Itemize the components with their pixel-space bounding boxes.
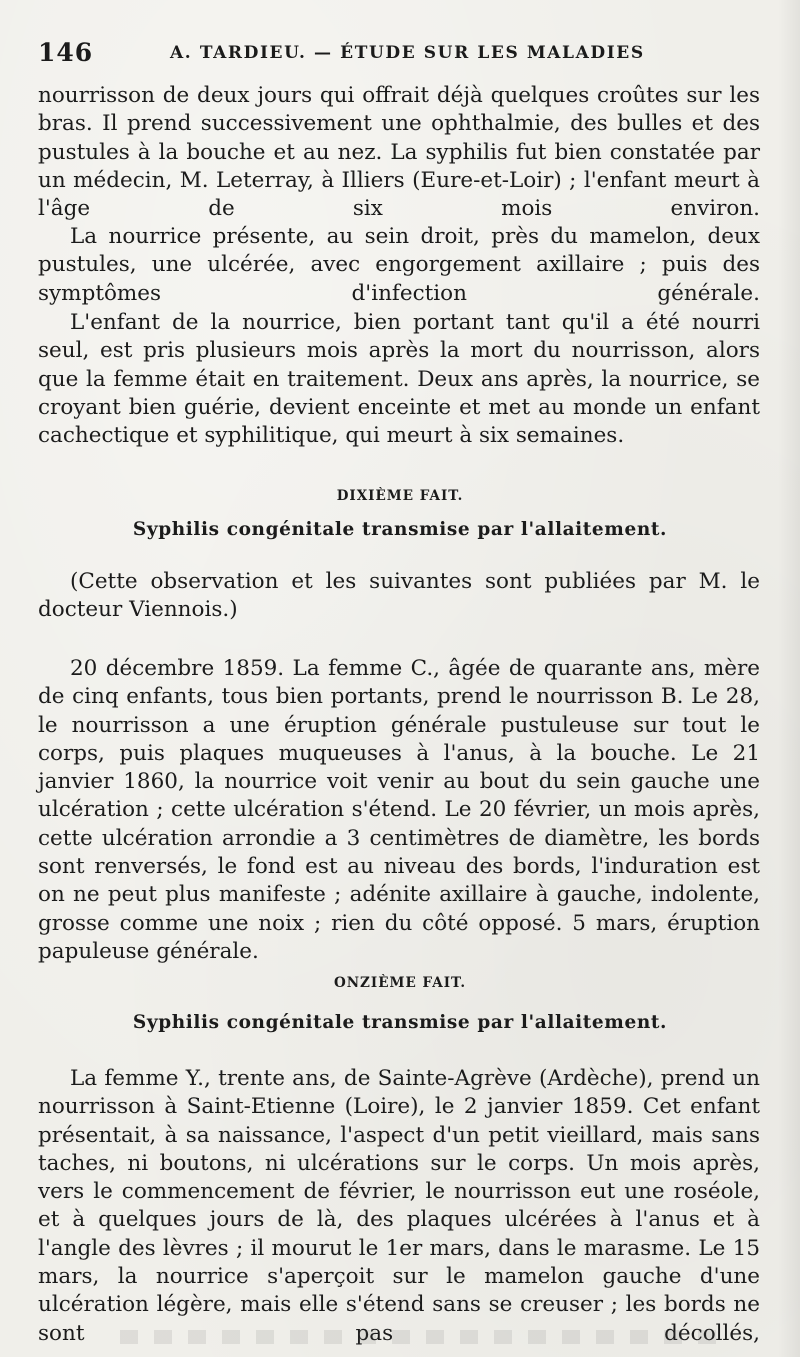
paragraph-nourrice: La nourrice présente, au sein droit, près du mamelon, deux pustules, une ulcérée, avec engorgement axillaire ; puis des symptômes d'infection générale.	[38, 224, 760, 306]
paragraph-continued: nourrisson de deux jours qui offrait déjà quelques croûtes sur les bras. Il prend successivement une ophthalmie, des bulles et des pustules à la bouche et au nez. La syphilis fut bien constatée par un médecin, M. Leterray, à Illiers (Eure-et-Loir) ; l'enfant meurt à l'âge de six mois environ.	[38, 83, 760, 222]
page-number: 146	[38, 38, 94, 67]
running-head: A. TARDIEU. — ÉTUDE SUR LES MALADIES	[170, 43, 645, 63]
paragraph-note-viennois: (Cette observation et les suivantes sont publiées par M. le docteur Viennois.)	[38, 569, 760, 623]
paragraph-onzieme-fait: La femme Y., trente ans, de Sainte-Agrève (Ardèche), prend un nourrisson à Saint-Etienne (Loire), le 2 janvier 1859. Cet enfant présentait, à sa naissance, l'aspect d'un petit vieillard, mais sans taches, ni boutons, ni ulcérations sur le corps. Un mois après, vers le commencement de février, le nourrisson eut une roséole, et à quelques jours de là, des plaques ulcérées à l'anus et à l'angle des lèvres ; il mourut le 1er mars, dans le marasme. Le 15 mars, la nourrice s'aperçoit sur le mamelon gauche d'une ulcération légère, mais elle s'étend sans se creuser ; les bords ne sont pas décollés,	[38, 1066, 760, 1346]
section-title-onzieme: ONZIÈME FAIT.	[333, 975, 467, 991]
page-edge-shadow	[778, 0, 800, 1357]
section-subtitle-onzieme: Syphilis congénitale transmise par l'allaitement.	[132, 1012, 668, 1033]
paragraph-enfant: L'enfant de la nourrice, bien portant tant qu'il a été nourri seul, est pris plusieurs mois après la mort du nourrisson, alors que la femme était en traitement. Deux ans après, la nourrice, se croyant bien guérie, devient enceinte et met au monde un enfant cachectique et syphilitique, qui meurt à six semaines.	[38, 310, 760, 449]
bleed-through-marks	[120, 1330, 720, 1344]
paragraph-dixieme-fait: 20 décembre 1859. La femme C., âgée de quarante ans, mère de cinq enfants, tous bien portants, prend le nourrisson B. Le 28, le nourrisson a une éruption générale pustuleuse sur tout le corps, puis plaques muqueuses à l'anus, à la bouche. Le 21 janvier 1860, la nourrice voit venir au bout du sein gauche une ulcération ; cette ulcération s'étend. Le 20 février, un mois après, cette ulcération arrondie a 3 centimètres de diamètre, les bords sont renversés, le fond est au niveau des bords, l'induration est on ne peut plus manifeste ; adénite axillaire à gauche, indolente, grosse comme une noix ; rien du côté opposé. 5 mars, éruption papuleuse générale.	[38, 656, 760, 964]
page-header	[38, 38, 758, 68]
section-title-dixieme: DIXIÈME FAIT.	[336, 488, 464, 504]
section-subtitle-dixieme: Syphilis congénitale transmise par l'allaitement.	[132, 519, 668, 540]
